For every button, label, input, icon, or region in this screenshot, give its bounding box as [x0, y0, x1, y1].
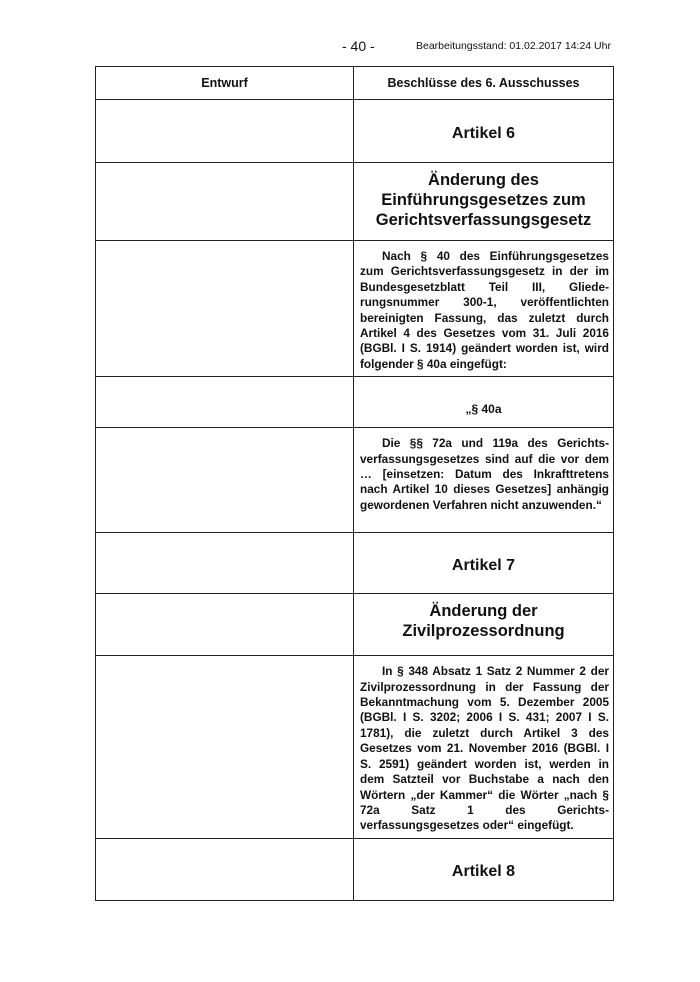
- table-row: [96, 241, 614, 377]
- table-row: [96, 100, 614, 163]
- paragraph-text: In § 348 Absatz 1 Satz 2 Nummer 2 der Zivilprozessordnung in der Fassung der Bekanntmachung vom 5. Dezember 2005 (BGBl. I S. 3202; 2006 I S. 431; 2007 I S. 1781), die zuletzt durch Artikel 3 des Gesetzes vom 21. November 2016 (BGBl. I S. 2591) geändert worden ist, werden in dem Satzteil vor Buchstabe a nach den Wörtern „der Kammer“ die Wörter „nach § 72a Satz 1 des Gerichtsverfassungsgesetzes oder“ eingefügt.: [354, 656, 614, 838]
- paragraph-text: Die §§ 72a und 119a des Gerichtsverfassungsgesetzes sind auf die vor dem … [einsetzen: Datum des Inkrafttretens nach Artikel 10 dieses Gesetzes] anhängig gewordenen Verfahren nicht anzuwenden.“: [354, 428, 614, 533]
- table-row: [96, 163, 614, 241]
- left-cell: [96, 428, 354, 533]
- paragraph-text: Nach § 40 des Einführungsgesetzes zum Gerichtsverfassungsgesetz in der im Bundesgesetzblatt Teil III, Gliederungsnummer 300-1, veröffentlichten bereinigten Fassung, das zuletzt durch Artikel 4 des Gesetzes vom 31. Juli 2016 (BGBl. I S. 1914) geändert worden ist, wird folgender § 40a eingefügt:: [354, 241, 614, 377]
- comparison-table: [95, 66, 614, 901]
- left-cell: [96, 163, 354, 241]
- left-cell: [96, 533, 354, 594]
- page-header: [0, 38, 700, 58]
- left-cell: [96, 838, 354, 900]
- article-heading: Artikel 6: [354, 100, 614, 163]
- left-cell: [96, 241, 354, 377]
- left-cell: [96, 594, 354, 656]
- table-row: [96, 838, 614, 900]
- section-title: Änderung des Einführungsgesetzes zum Gerichtsverfassungsgesetz: [354, 163, 614, 241]
- table-row: [96, 428, 614, 533]
- left-cell: [96, 100, 354, 163]
- page-number: - 40 -: [342, 38, 375, 54]
- section-title: Änderung der Zivilprozessordnung: [354, 594, 614, 656]
- left-cell: [96, 656, 354, 838]
- table-header-row: [96, 67, 614, 100]
- column-header-beschluesse: Beschlüsse des 6. Ausschusses: [354, 67, 614, 100]
- table-row: [96, 377, 614, 428]
- column-header-entwurf: Entwurf: [96, 67, 354, 100]
- table-row: [96, 594, 614, 656]
- table-row: [96, 656, 614, 838]
- edit-status: Bearbeitungsstand: 01.02.2017 14:24 Uhr: [416, 40, 611, 52]
- article-heading: Artikel 7: [354, 533, 614, 594]
- table-row: [96, 533, 614, 594]
- article-heading: Artikel 8: [354, 838, 614, 900]
- left-cell: [96, 377, 354, 428]
- section-number: „§ 40a: [354, 377, 614, 428]
